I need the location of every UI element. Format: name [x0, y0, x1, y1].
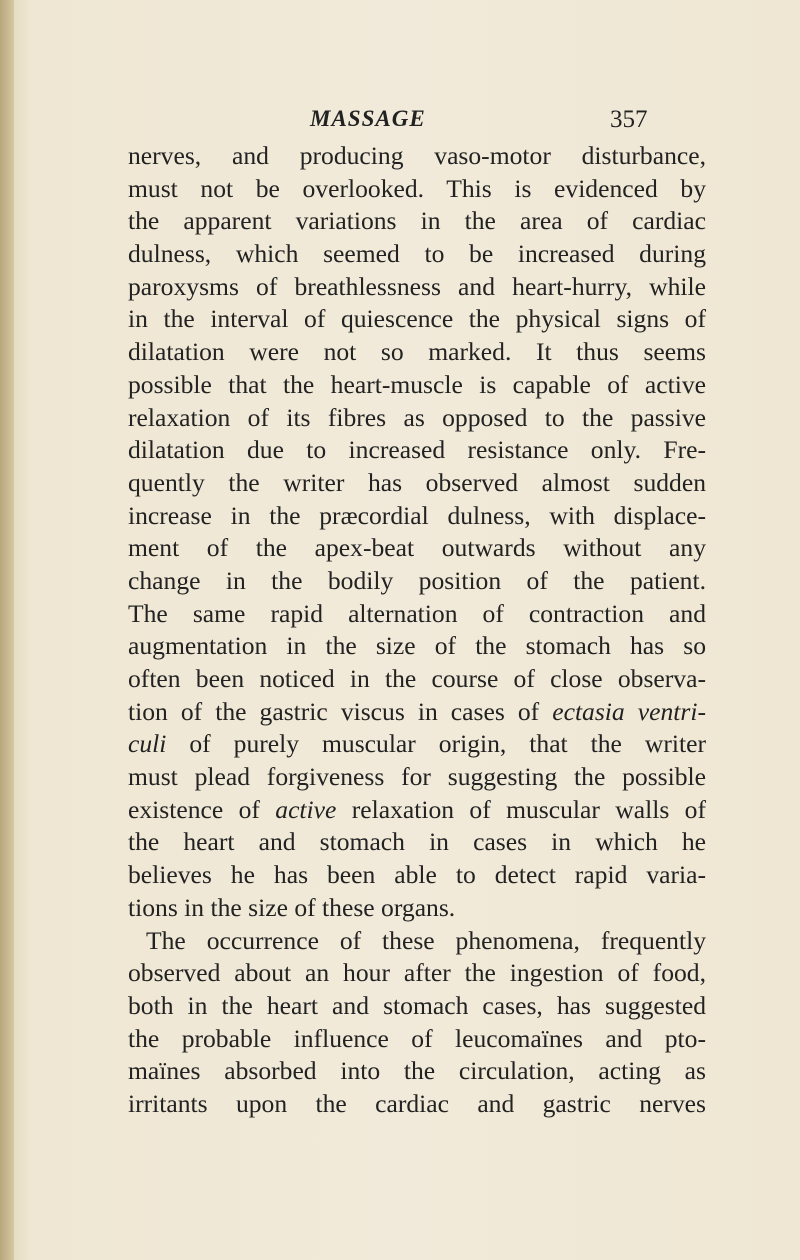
- text-line: the heart and stomach in cases in which he: [128, 827, 706, 857]
- text-line: The occurrence of these phenomena, frequently: [146, 925, 706, 955]
- text-line: possible that the heart-muscle is capable of active: [128, 369, 706, 399]
- text-line: increase in the præcordial dulness, with displace-: [128, 500, 706, 530]
- text-line: augmentation in the size of the stomach has so: [128, 631, 706, 661]
- text-line: dilatation due to increased resistance only. Fre-: [128, 435, 706, 465]
- text-line: must not be overlooked. This is evidenced by: [128, 173, 706, 203]
- running-head: [310, 92, 710, 142]
- text-line: the probable influence of leucomaïnes and pto-: [128, 1023, 706, 1053]
- text-line: dulness, which seemed to be increased during: [128, 239, 706, 269]
- text-line: relaxation of its fibres as opposed to the passive: [128, 402, 706, 432]
- text-line: in the interval of quiescence the physical signs of: [128, 304, 706, 334]
- text-line: must plead forgiveness for suggesting the possible: [128, 762, 706, 792]
- text-line: quently the writer has observed almost sudden: [128, 467, 706, 497]
- text-line: [128, 794, 706, 827]
- text-line: change in the bodily position of the patient.: [128, 565, 706, 595]
- text-line: often been noticed in the course of close observa-: [128, 664, 706, 693]
- text-run: of purely muscular origin, that the writer: [166, 729, 706, 759]
- page-number: 357: [610, 106, 648, 133]
- text-line: [128, 728, 706, 761]
- paragraph-2: [128, 925, 706, 1121]
- running-title: MASSAGE: [310, 106, 426, 131]
- italic-term: ectasia ventri-: [552, 696, 706, 726]
- text-run: relaxation of muscular walls of: [336, 794, 706, 824]
- paragraph-1: [128, 140, 706, 925]
- text-line: ment of the apex-beat outwards without any: [128, 533, 706, 563]
- text-line: the apparent variations in the area of cardiac: [128, 206, 706, 236]
- text-line: tions in the size of these organs.: [128, 892, 456, 922]
- text-line: maïnes absorbed into the circulation, acting as: [128, 1056, 706, 1086]
- italic-term: culi: [128, 729, 167, 759]
- body-text: [128, 140, 706, 1121]
- text-line: [128, 696, 706, 729]
- binding-gutter: [0, 0, 14, 1260]
- text-line: paroxysms of breathlessness and heart-hurry, while: [128, 271, 706, 301]
- text-line: dilatation were not so marked. It thus seems: [128, 337, 706, 367]
- italic-term: active: [275, 794, 337, 824]
- text-line: both in the heart and stomach cases, has suggested: [128, 990, 706, 1020]
- text-line: The same rapid alternation of contraction and: [128, 598, 706, 628]
- text-line: observed about an hour after the ingestion of food,: [128, 958, 706, 988]
- text-line: nerves, and producing vaso-motor disturbance,: [128, 141, 706, 170]
- text-run: existence of: [128, 794, 276, 824]
- text-run: tion of the gastric viscus in cases of: [128, 696, 553, 726]
- text-line: believes he has been able to detect rapid varia-: [128, 860, 706, 890]
- text-line: irritants upon the cardiac and gastric nerves: [128, 1088, 706, 1118]
